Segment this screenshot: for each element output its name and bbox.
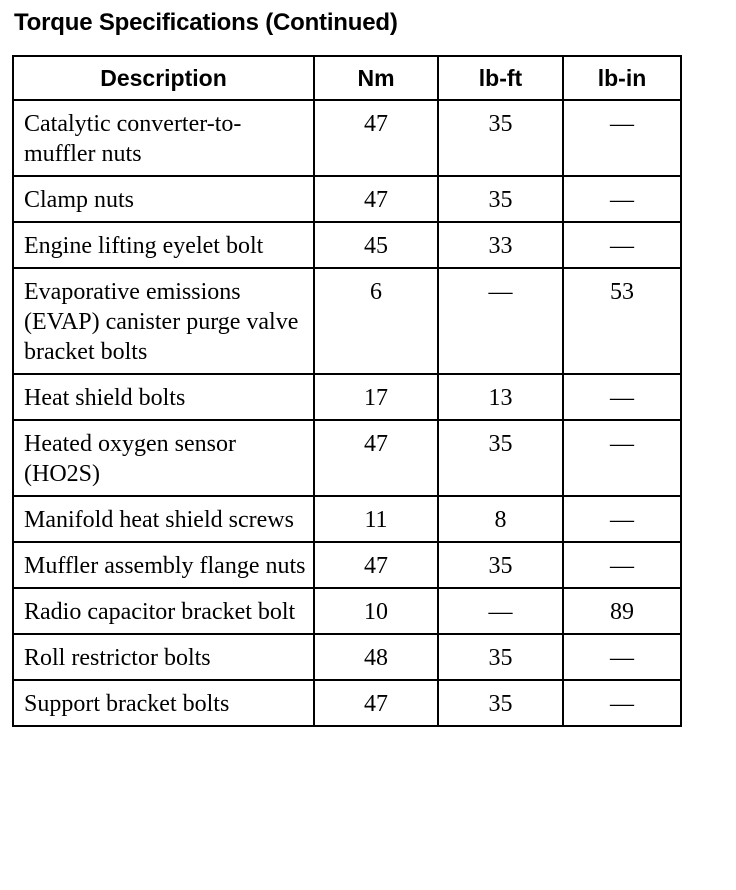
nm-cell: 10 — [314, 588, 438, 634]
table-row — [13, 420, 681, 496]
lb-in-cell: — — [563, 680, 681, 726]
header-row — [13, 56, 681, 100]
table-row — [13, 374, 681, 420]
lb-ft-cell: 33 — [438, 222, 563, 268]
description-cell: Manifold heat shield screws — [13, 496, 314, 542]
description-cell: Radio capacitor bracket bolt — [13, 588, 314, 634]
lb-ft-cell: 35 — [438, 100, 563, 176]
nm-cell: 47 — [314, 542, 438, 588]
lb-ft-cell: — — [438, 268, 563, 374]
table-row — [13, 268, 681, 374]
lb-in-cell: — — [563, 374, 681, 420]
nm-cell: 47 — [314, 100, 438, 176]
torque-spec-table — [12, 55, 682, 727]
nm-cell: 11 — [314, 496, 438, 542]
header-lb-in: lb-in — [563, 56, 681, 100]
lb-in-cell: — — [563, 542, 681, 588]
table-row — [13, 496, 681, 542]
description-cell: Clamp nuts — [13, 176, 314, 222]
table-row — [13, 100, 681, 176]
table-row — [13, 680, 681, 726]
lb-in-cell: 53 — [563, 268, 681, 374]
table-row — [13, 222, 681, 268]
lb-ft-cell: 35 — [438, 420, 563, 496]
lb-ft-cell: 35 — [438, 542, 563, 588]
nm-cell: 47 — [314, 680, 438, 726]
nm-cell: 47 — [314, 176, 438, 222]
description-cell: Muffler assembly flange nuts — [13, 542, 314, 588]
page-title: Torque Specifications (Continued) — [14, 9, 398, 36]
table-row — [13, 542, 681, 588]
lb-in-cell: — — [563, 496, 681, 542]
lb-in-cell: — — [563, 420, 681, 496]
lb-in-cell: — — [563, 634, 681, 680]
description-cell: Roll restrictor bolts — [13, 634, 314, 680]
lb-ft-cell: 35 — [438, 176, 563, 222]
table-row — [13, 634, 681, 680]
lb-in-cell: 89 — [563, 588, 681, 634]
description-cell: Heat shield bolts — [13, 374, 314, 420]
header-description: Description — [13, 56, 314, 100]
header-lb-ft: lb-ft — [438, 56, 563, 100]
table-row — [13, 588, 681, 634]
description-cell: Catalytic converter-to-muffler nuts — [13, 100, 314, 176]
nm-cell: 6 — [314, 268, 438, 374]
lb-ft-cell: 35 — [438, 634, 563, 680]
nm-cell: 47 — [314, 420, 438, 496]
lb-ft-cell: 35 — [438, 680, 563, 726]
header-nm: Nm — [314, 56, 438, 100]
description-cell: Evaporative emissions (EVAP) canister purge valve bracket bolts — [13, 268, 314, 374]
description-cell: Heated oxygen sensor (HO2S) — [13, 420, 314, 496]
description-cell: Support bracket bolts — [13, 680, 314, 726]
lb-in-cell: — — [563, 100, 681, 176]
lb-in-cell: — — [563, 222, 681, 268]
lb-ft-cell: — — [438, 588, 563, 634]
lb-in-cell: — — [563, 176, 681, 222]
table-row — [13, 176, 681, 222]
nm-cell: 45 — [314, 222, 438, 268]
nm-cell: 17 — [314, 374, 438, 420]
description-cell: Engine lifting eyelet bolt — [13, 222, 314, 268]
lb-ft-cell: 13 — [438, 374, 563, 420]
nm-cell: 48 — [314, 634, 438, 680]
lb-ft-cell: 8 — [438, 496, 563, 542]
